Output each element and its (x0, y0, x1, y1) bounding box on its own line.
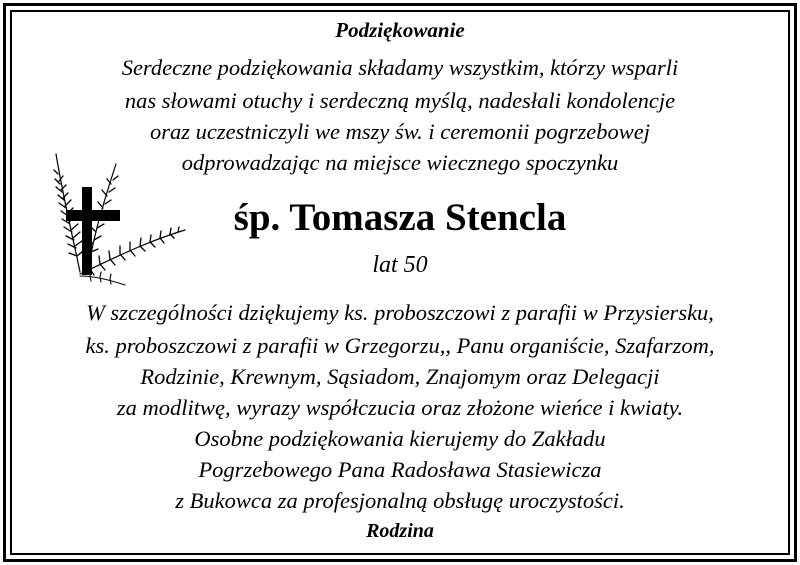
thanks-line-4: za modlitwę, wyrazy współczucia oraz złożone wieńce i kwiaty. (116, 395, 684, 420)
thanks-line-5: Osobne podziękowania kierujemy do Zakładu (194, 426, 606, 451)
intro-line-2: nas słowami otuchy i serdeczną myślą, nadesłali kondolencje (124, 88, 676, 113)
thanks-line-2: ks. proboszczowi z parafii w Grzegorzu,, Panu organiście, Szafarzom, (85, 333, 715, 358)
thanks-line-3: Rodzinie, Krewnym, Sąsiadom, Znajomym oraz Delegacji (140, 364, 660, 389)
thanks-line-1: W szczególności dziękujemy ks. proboszczowi z parafii w Przysiersku, (86, 300, 714, 325)
thanks-line-7: z Bukowca za profesjonalną obsługę uroczystości. (175, 488, 625, 513)
intro-line-3: oraz uczestniczyli we mszy św. i ceremonii pogrzebowej (150, 119, 650, 144)
notice-title: Podziękowanie (335, 18, 465, 42)
intro-line-4: odprowadzając na miejsce wiecznego spoczynku (181, 150, 619, 175)
thanks-line-6: Pogrzebowego Pana Radosława Stasiewicza (198, 457, 602, 482)
intro-line-1: Serdeczne podziękowania składamy wszystkim, którzy wsparli (121, 55, 679, 80)
deceased-age: lat 50 (372, 252, 428, 278)
signature: Rodzina (366, 520, 434, 542)
deceased-name: śp. Tomasza Stencla (233, 196, 567, 239)
